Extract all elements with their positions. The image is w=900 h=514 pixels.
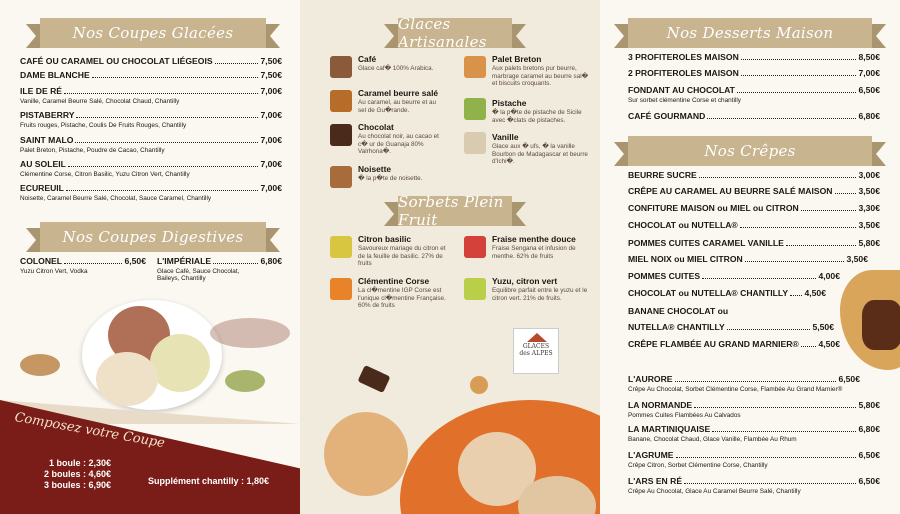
menu-item: DAME BLANCHE 7,50€: [20, 70, 282, 80]
glace-item: Pistache � la p�te de pistache de Sicile avec �clats de pistaches.: [492, 98, 582, 124]
menu-item: CAFÉ OU CARAMEL OU CHOCOLAT LIÉGEOIS 7,50€: [20, 56, 282, 66]
menu-item: POMMES CUITES 4,00€: [628, 271, 840, 281]
menu-item: SAINT MALO 7,00€ Palet Breton, Pistache, Poudre de Cacao, Chantilly: [20, 135, 282, 154]
menu-item: POMMES CUITES CARAMEL VANILLE 5,80€: [628, 238, 880, 248]
compose-title: Composez votre Coupe: [13, 410, 166, 452]
palet-breton-icon: [464, 56, 486, 78]
section-title-desserts: Nos Desserts Maison: [628, 18, 872, 48]
sorbet-item: Yuzu, citron vert Equilibre parfait entre le yuzu et le citron vert. 21% de fruits.: [492, 276, 588, 302]
vanilla-icon: [464, 132, 486, 154]
glace-item: Café Glace caf� 100% Arabica.: [358, 54, 434, 72]
glaces-des-alpes-logo: GLACES des ALPES: [513, 328, 559, 374]
glace-item: Caramel beurre salé Au caramel, au beurre et au sel de Gu�rande.: [358, 88, 439, 114]
menu-item: ILE DE RÉ 7,00€ Vanille, Caramel Beurre Salé, Chocolat Chaud, Chantilly: [20, 86, 282, 105]
coffee-icon: [330, 56, 352, 78]
sorbet-item: Clémentine Corse La cl�mentine IGP Corse est l'unique cl�mentine Française. 60% de fruits: [358, 276, 446, 310]
menu-item: LA NORMANDE 5,80€ Pommes Cuites Flambées Au Calvados: [628, 400, 880, 419]
menu-item: L'ARS EN RÉ 6,50€ Crêpe Au Chocolat, Glace Au Caramel Beurre Salé, Chantilly: [628, 476, 880, 495]
sorbet-item: Fraise menthe douce Fraise Sengana et infusion de menthe. 62% de fruits: [492, 234, 576, 260]
menu-item: CONFITURE MAISON ou MIEL ou CITRON 3,30€: [628, 203, 880, 213]
menu-item: CHOCOLAT ou NUTELLA® CHANTILLY 4,50€: [628, 288, 826, 298]
menu-item: CRÊPE FLAMBÉE AU GRAND MARNIER® 4,50€: [628, 339, 840, 349]
hazelnut-icon: [330, 166, 352, 188]
menu-item: 3 PROFITEROLES MAISON 8,50€: [628, 52, 880, 62]
menu-item: L'AGRUME 6,50€ Crêpe Citron, Sorbet Clémentine Corse, Chantilly: [628, 450, 880, 469]
lemon-basil-icon: [330, 236, 352, 258]
menu-item: COLONEL 6,50€ Yuzu Citron Vert, Vodka: [20, 256, 146, 275]
menu-item: MIEL NOIX ou MIEL CITRON 3,50€: [628, 254, 868, 264]
menu-item: NUTELLA® CHANTILLY 5,50€: [628, 322, 834, 332]
menu-item: FONDANT AU CHOCOLAT 6,50€ Sur sorbet clémentine Corse et chantilly: [628, 85, 880, 104]
supplement-chantilly: Supplément chantilly : 1,80€: [148, 476, 270, 486]
caramel-icon: [330, 90, 352, 112]
menu-item: BEURRE SUCRE 3,00€: [628, 170, 880, 180]
glace-item: Chocolat Au chocolat noir, au cacao et c� ur de Guanaja 80% Valrhona�.: [358, 122, 439, 156]
menu-item: BANANE CHOCOLAT ou: [628, 306, 729, 316]
menu-item: AU SOLEIL 7,00€ Clémentine Corse, Citron Basilic, Yuzu Citron Vert, Chantilly: [20, 159, 282, 178]
chocolate-icon: [330, 124, 352, 146]
boule-prices: 1 boule : 2,30€ 2 boules : 4,60€ 3 boules : 6,90€: [44, 458, 112, 490]
menu-item: CAFÉ GOURMAND 6,80€: [628, 111, 880, 121]
menu-item: PISTABERRY 7,00€ Fruits rouges, Pistache, Coulis De Fruits Rouges, Chantilly: [20, 110, 282, 129]
menu-item: 2 PROFITEROLES MAISON 7,00€: [628, 68, 880, 78]
middle-panel: [300, 0, 600, 514]
glace-item: Noisette � la p�te de noisette.: [358, 164, 423, 182]
menu-item: L'AURORE 6,50€ Crêpe Au Chocolat, Sorbet Clémentine Corse, Flambée Au Grand Marnier®: [628, 374, 860, 393]
section-title-crepes: Nos Crêpes: [628, 136, 872, 166]
glace-item: Palet Breton Aux palets bretons pur beurre, marbrage caramel au beurre sal� et biscuits croquants.: [492, 54, 589, 88]
right-panel: [600, 0, 900, 514]
menu-item: CRÊPE AU CARAMEL AU BEURRE SALÉ MAISON 3,50€: [628, 186, 880, 196]
clementine-icon: [330, 278, 352, 300]
menu-item: ECUREUIL 7,00€ Noisette, Caramel Beurre Salé, Chocolat, Sauce Caramel, Chantilly: [20, 183, 282, 202]
pistachio-icon: [464, 98, 486, 120]
section-title-coupes-glacees: Nos Coupes Glacées: [40, 18, 266, 48]
menu-item: L'IMPÉRIALE 6,80€ Glace Café, Sauce Chocolat, Baileys, Chantilly: [157, 256, 282, 283]
sorbet-item: Citron basilic Savoureux mariage du citron et de la feuille de basilic. 27% de fruits: [358, 234, 446, 268]
section-title-glaces-artisanales: Glaces Artisanales: [398, 18, 512, 48]
section-title-sorbets: Sorbets Plein Fruit: [398, 196, 512, 226]
section-title-coupes-digestives: Nos Coupes Digestives: [40, 222, 266, 252]
glace-item: Vanille Glace aux � ufs, � la vanille Bourbon de Madagascar et beurre d'Ichi�.: [492, 132, 588, 166]
left-panel: [0, 0, 300, 514]
menu-item: LA MARTINIQUAISE 6,80€ Banane, Chocolat Chaud, Glace Vanille, Flambée Au Rhum: [628, 424, 880, 443]
menu-item: CHOCOLAT ou NUTELLA® 3,50€: [628, 220, 880, 230]
strawberry-icon: [464, 236, 486, 258]
yuzu-icon: [464, 278, 486, 300]
